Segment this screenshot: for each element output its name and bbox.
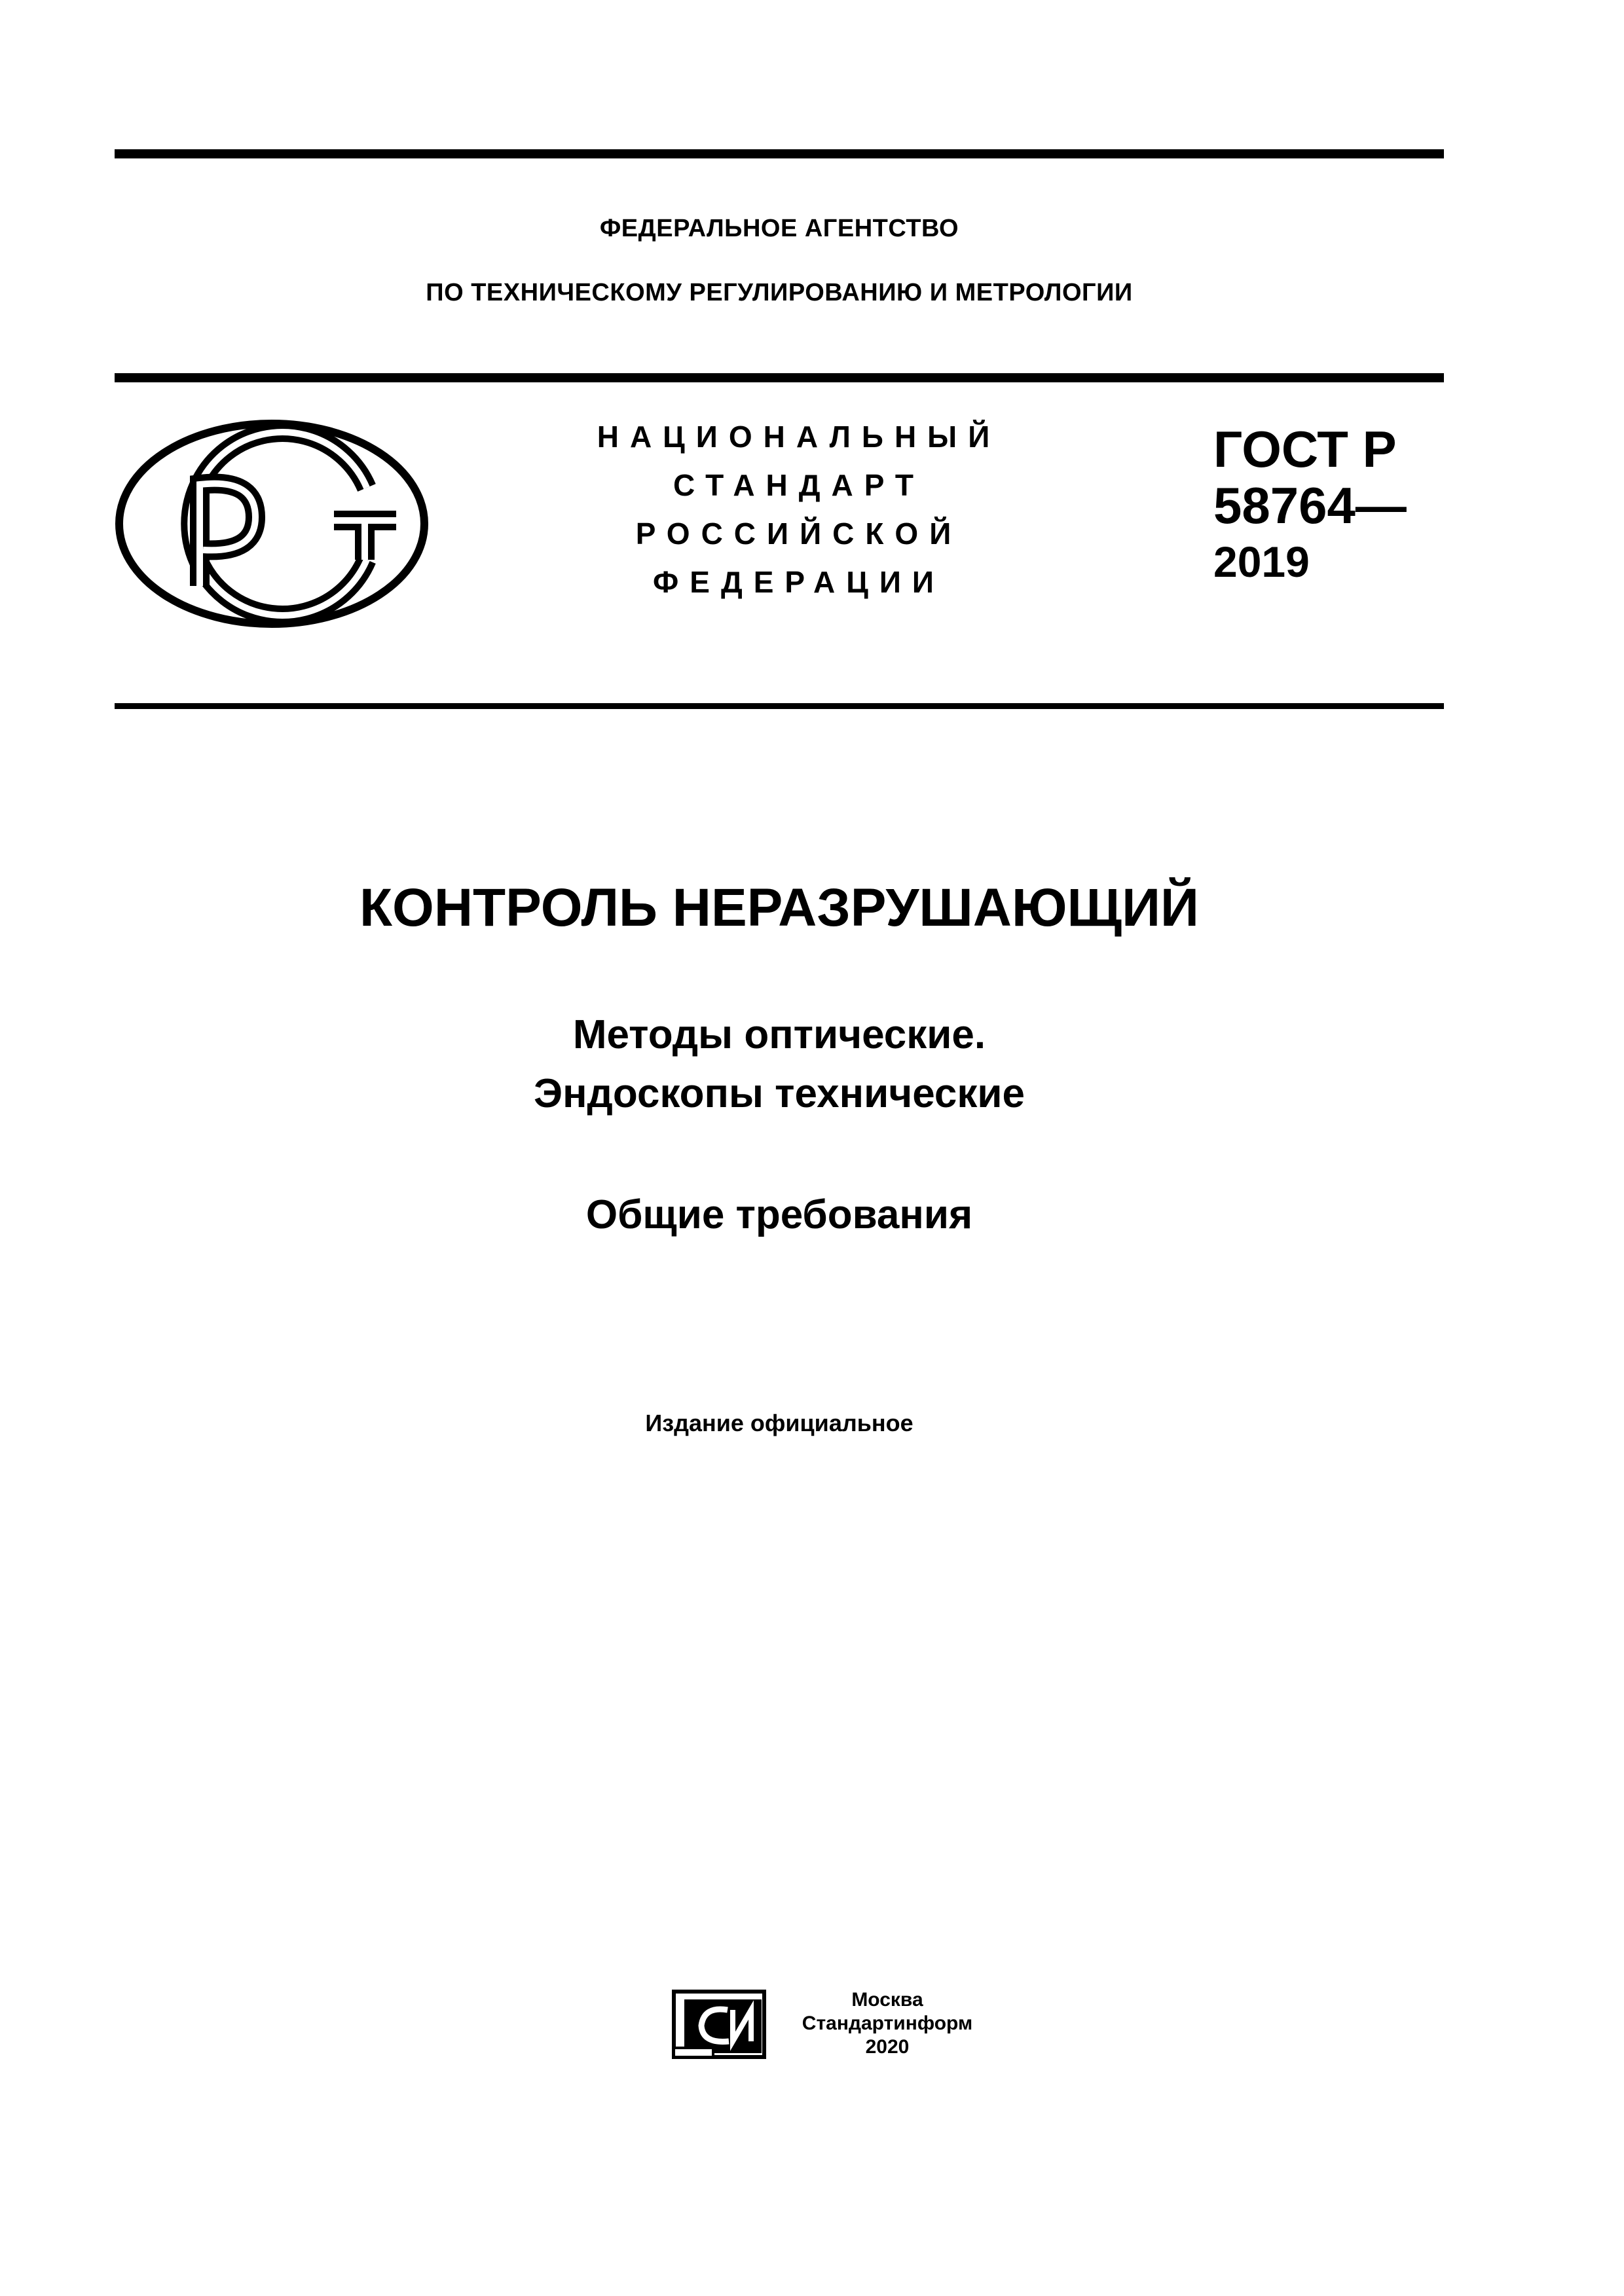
agency-rule bbox=[115, 373, 1444, 382]
header-bottom-rule bbox=[115, 703, 1444, 709]
national-line-2: СТАНДАРТ bbox=[673, 468, 925, 502]
agency-line-2: ПО ТЕХНИЧЕСКОМУ РЕГУЛИРОВАНИЮ И МЕТРОЛОГИИ bbox=[426, 279, 1133, 306]
edition-label: Издание официальное bbox=[645, 1410, 913, 1436]
subtitle-line-2: Эндоскопы технические bbox=[534, 1071, 1025, 1116]
national-line-1: НАЦИОНАЛЬНЫЙ bbox=[597, 420, 1001, 454]
national-line-3: РОССИЙСКОЙ bbox=[635, 517, 963, 551]
national-standard bbox=[544, 412, 1054, 606]
publisher-year: 2020 bbox=[865, 2036, 910, 2058]
main-title: КОНТРОЛЬ НЕРАЗРУШАЮЩИЙ bbox=[360, 878, 1199, 938]
rst-logo-icon bbox=[115, 419, 429, 629]
designation-line-3: 2019 bbox=[1213, 538, 1310, 586]
top-rule bbox=[115, 149, 1444, 158]
agency-line-1: ФЕДЕРАЛЬНОЕ АГЕНТСТВО bbox=[599, 215, 959, 242]
publisher-name: Стандартинформ bbox=[802, 2013, 973, 2034]
publisher-city: Москва bbox=[851, 1989, 923, 2011]
designation-line-1: ГОСТ Р bbox=[1213, 420, 1397, 478]
standartinform-logo-icon bbox=[670, 1988, 768, 2061]
subtitle-line-3: Общие требования bbox=[585, 1192, 973, 1237]
subtitle-line-1: Методы оптические. bbox=[572, 1012, 986, 1057]
designation-line-2: 58764— bbox=[1213, 477, 1407, 534]
designation bbox=[1213, 421, 1407, 590]
publisher-block bbox=[783, 1988, 992, 2059]
national-line-4: ФЕДЕРАЦИИ bbox=[653, 565, 945, 599]
